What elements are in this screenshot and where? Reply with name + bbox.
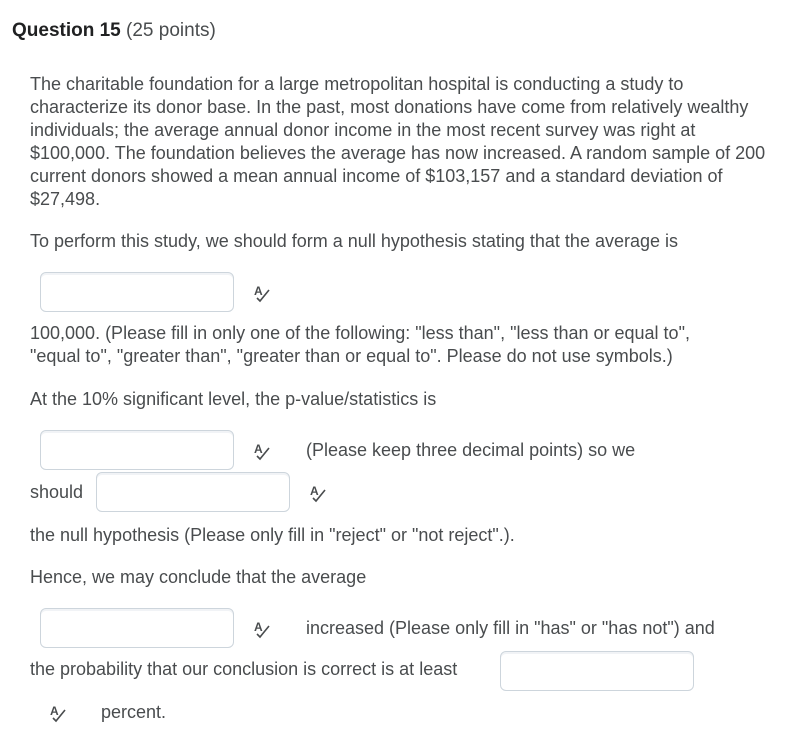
svg-text:A: A — [254, 284, 263, 298]
null-hypothesis-input[interactable] — [40, 272, 234, 312]
spellcheck-icon[interactable] — [252, 619, 272, 639]
reject-instructions: the null hypothesis (Please only fill in "reject" or "not reject".). — [30, 525, 515, 545]
p-value-instructions: (Please keep three decimal points) so we — [306, 440, 636, 460]
p-value-prompt: At the 10% significant level, the p-value/statistics is — [30, 389, 437, 409]
question-points: (25 points) — [126, 20, 216, 41]
spellcheck-icon[interactable] — [48, 703, 68, 723]
increased-instructions: increased (Please only fill in "has" or "has not") and — [306, 618, 715, 638]
conclusion-prompt: Hence, we may conclude that the average — [30, 567, 367, 587]
percent-label: percent. — [101, 702, 167, 722]
svg-text:A: A — [310, 484, 319, 498]
spellcheck-icon[interactable] — [308, 483, 328, 503]
svg-text:A: A — [50, 704, 59, 718]
spellcheck-icon[interactable] — [252, 441, 272, 461]
spellcheck-icon[interactable] — [252, 283, 272, 303]
question-number: Question 15 — [12, 20, 121, 41]
p-value-input[interactable] — [40, 430, 234, 470]
question-intro: The charitable foundation for a large metropolitan hospital is conducting a study to characterize its donor base. In the past, most donations have come from relatively wealthy individuals; the average annual donor income in the most recent survey was right at $100,000. The foundation believes the average has now increased. A random sample of 200 current donors showed a mean annual income of $103,157 and a standard deviation of $27,498. — [30, 74, 766, 209]
svg-text:A: A — [254, 620, 263, 634]
null-hypothesis-prompt: To perform this study, we should form a null hypothesis stating that the average is — [30, 231, 678, 251]
probability-input[interactable] — [500, 651, 694, 691]
should-label: should — [30, 482, 84, 502]
null-hypothesis-instructions-1: 100,000. (Please fill in only one of the following: "less than", "less than or equal to", — [30, 323, 690, 343]
probability-prompt: the probability that our conclusion is correct is at least — [30, 659, 458, 679]
svg-text:A: A — [254, 442, 263, 456]
question-title — [12, 20, 216, 42]
null-hypothesis-instructions-2: "equal to", "greater than", "greater than or equal to". Please do not use symbols.) — [30, 346, 673, 366]
decision-input[interactable] — [96, 472, 290, 512]
has-increased-input[interactable] — [40, 608, 234, 648]
